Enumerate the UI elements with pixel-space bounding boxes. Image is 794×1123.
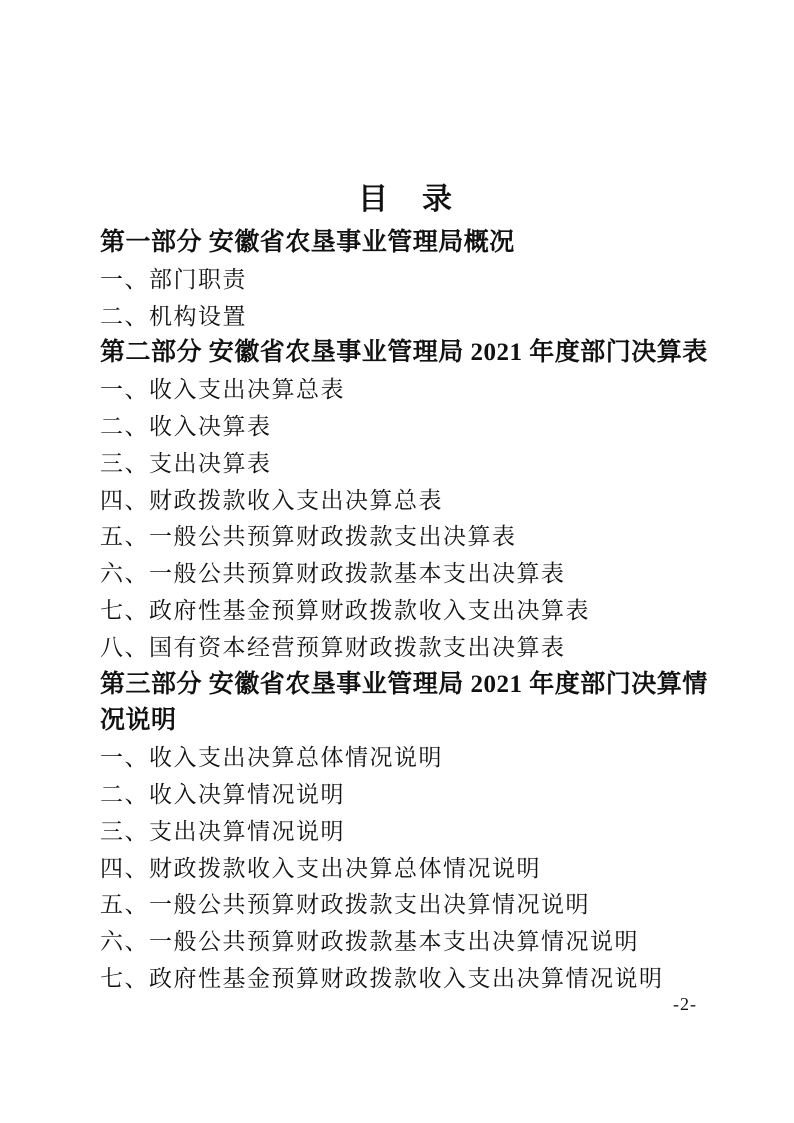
page-number: -2-	[673, 994, 697, 1014]
toc-item: 七、政府性基金预算财政拨款收入支出决算情况说明	[100, 965, 664, 991]
toc-item: 一、收入支出决算总表	[100, 377, 345, 403]
toc-item: 二、机构设置	[100, 303, 247, 329]
toc-item: 八、国有资本经营预算财政拨款支出决算表	[100, 634, 566, 660]
toc-content	[100, 181, 712, 998]
toc-item: 一、收入支出决算总体情况说明	[100, 745, 443, 771]
toc-item: 四、财政拨款收入支出决算总表	[100, 487, 443, 513]
toc-item: 二、收入决算表	[100, 413, 272, 439]
toc-item: 六、一般公共预算财政拨款基本支出决算表	[100, 561, 566, 587]
toc-section-heading: 第二部分 安徽省农垦事业管理局 2021 年度部门决算表	[100, 339, 708, 367]
toc-item: 七、政府性基金预算财政拨款收入支出决算表	[100, 597, 590, 623]
toc-item: 三、支出决算表	[100, 450, 272, 476]
toc-item: 四、财政拨款收入支出决算总体情况说明	[100, 855, 541, 881]
toc-item: 五、一般公共预算财政拨款支出决算表	[100, 524, 517, 550]
toc-item: 二、收入决算情况说明	[100, 781, 345, 807]
toc-item: 三、支出决算情况说明	[100, 818, 345, 844]
toc-item: 五、一般公共预算财政拨款支出决算情况说明	[100, 892, 590, 918]
toc-item: 一、部门职责	[100, 266, 247, 292]
toc-item: 六、一般公共预算财政拨款基本支出决算情况说明	[100, 929, 639, 955]
toc-section-heading: 第三部分 安徽省农垦事业管理局 2021 年度部门决算情况说明	[100, 670, 708, 735]
toc-title: 目 录	[358, 183, 454, 216]
toc-section-heading: 第一部分 安徽省农垦事业管理局概况	[100, 229, 515, 256]
